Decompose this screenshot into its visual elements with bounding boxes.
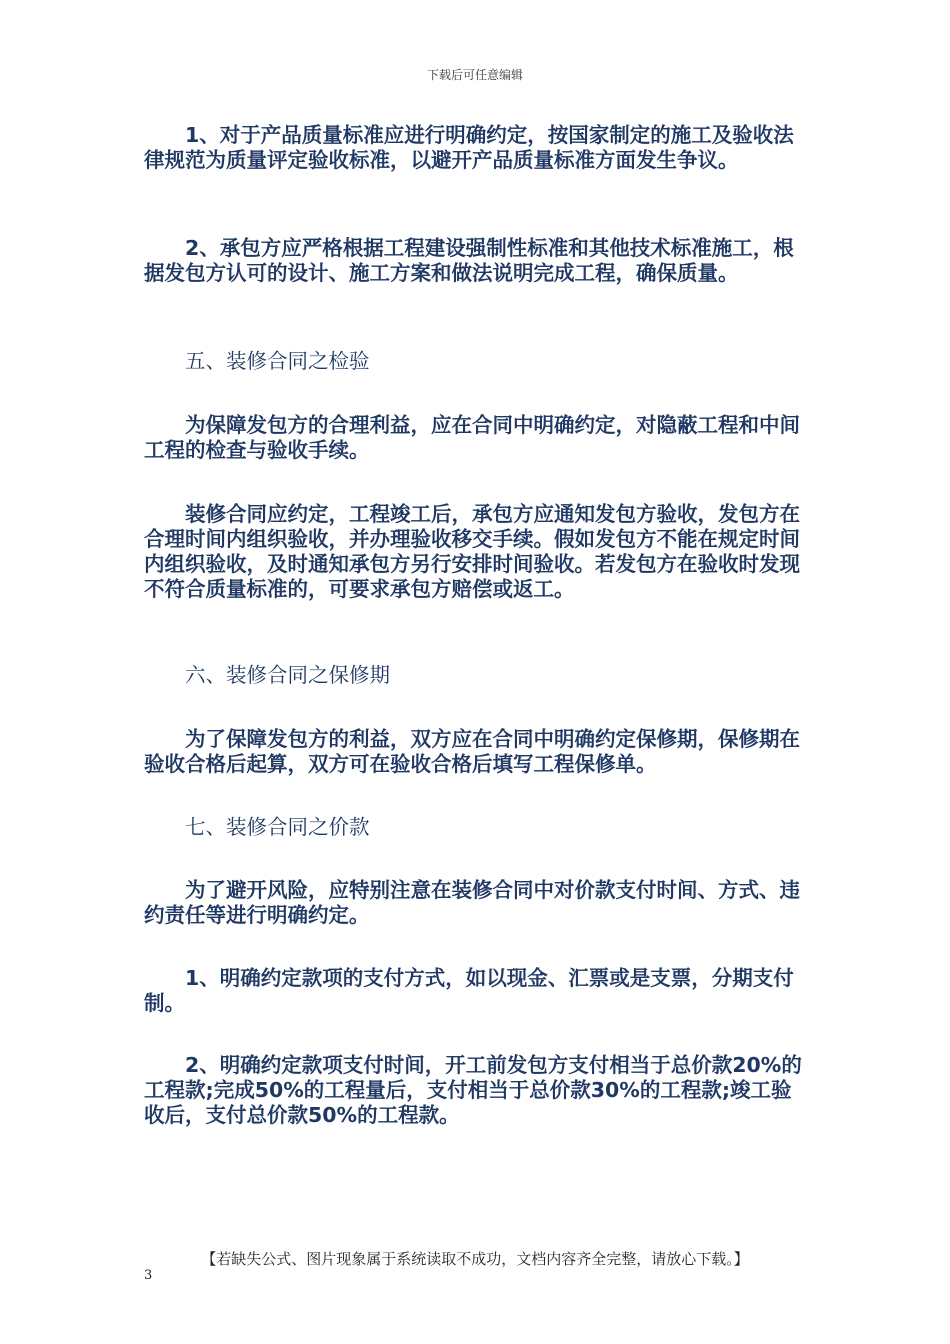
paragraph-quality-standard: 1、对于产品质量标准应进行明确约定，按国家制定的施工及验收法律规范为质量评定验收标准，以避开产品质量标准方面发生争议。 xyxy=(144,123,794,172)
paragraph-payment-schedule: 2、明确约定款项支付时间，开工前发包方支付相当于总价款20%的工程款;完成50%的工程量后，支付相当于总价款30%的工程款;竣工验收后，支付总价款50%的工程款。 xyxy=(144,1053,802,1127)
paragraph-acceptance: 装修合同应约定，工程竣工后，承包方应通知发包方验收，发包方在合理时间内组织验收，并办理验收移交手续。假如发包方不能在规定时间内组织验收，及时通知承包方另行安排时间验收。若发包方在验收时发现不符合质量标准的，可要求承包方赔偿或返工。 xyxy=(144,502,800,601)
footer-note: 【若缺失公式、图片现象属于系统读取不成功，文档内容齐全完整，请放心下载。】 xyxy=(201,1250,749,1268)
paragraph-contractor-standard: 2、承包方应严格根据工程建设强制性标准和其他技术标准施工，根据发包方认可的设计、施工方案和做法说明完成工程，确保质量。 xyxy=(144,236,794,285)
paragraph-concealed-works: 为保障发包方的合理利益，应在合同中明确约定，对隐蔽工程和中间工程的检查与验收手续。 xyxy=(144,413,800,462)
page-number: 3 xyxy=(144,1268,153,1283)
section-heading-inspection: 五、装修合同之检验 xyxy=(185,349,370,373)
paragraph-warranty-period: 为了保障发包方的利益，双方应在合同中明确约定保修期，保修期在验收合格后起算，双方可在验收合格后填写工程保修单。 xyxy=(144,727,800,776)
section-heading-price: 七、装修合同之价款 xyxy=(185,815,370,839)
paragraph-payment-method: 1、明确约定款项的支付方式，如以现金、汇票或是支票，分期支付制。 xyxy=(144,966,794,1015)
page-header: 下载后可任意编辑 xyxy=(426,68,523,82)
section-heading-warranty: 六、装修合同之保修期 xyxy=(185,663,390,687)
paragraph-price-risk: 为了避开风险，应特别注意在装修合同中对价款支付时间、方式、违约责任等进行明确约定。 xyxy=(144,878,800,927)
